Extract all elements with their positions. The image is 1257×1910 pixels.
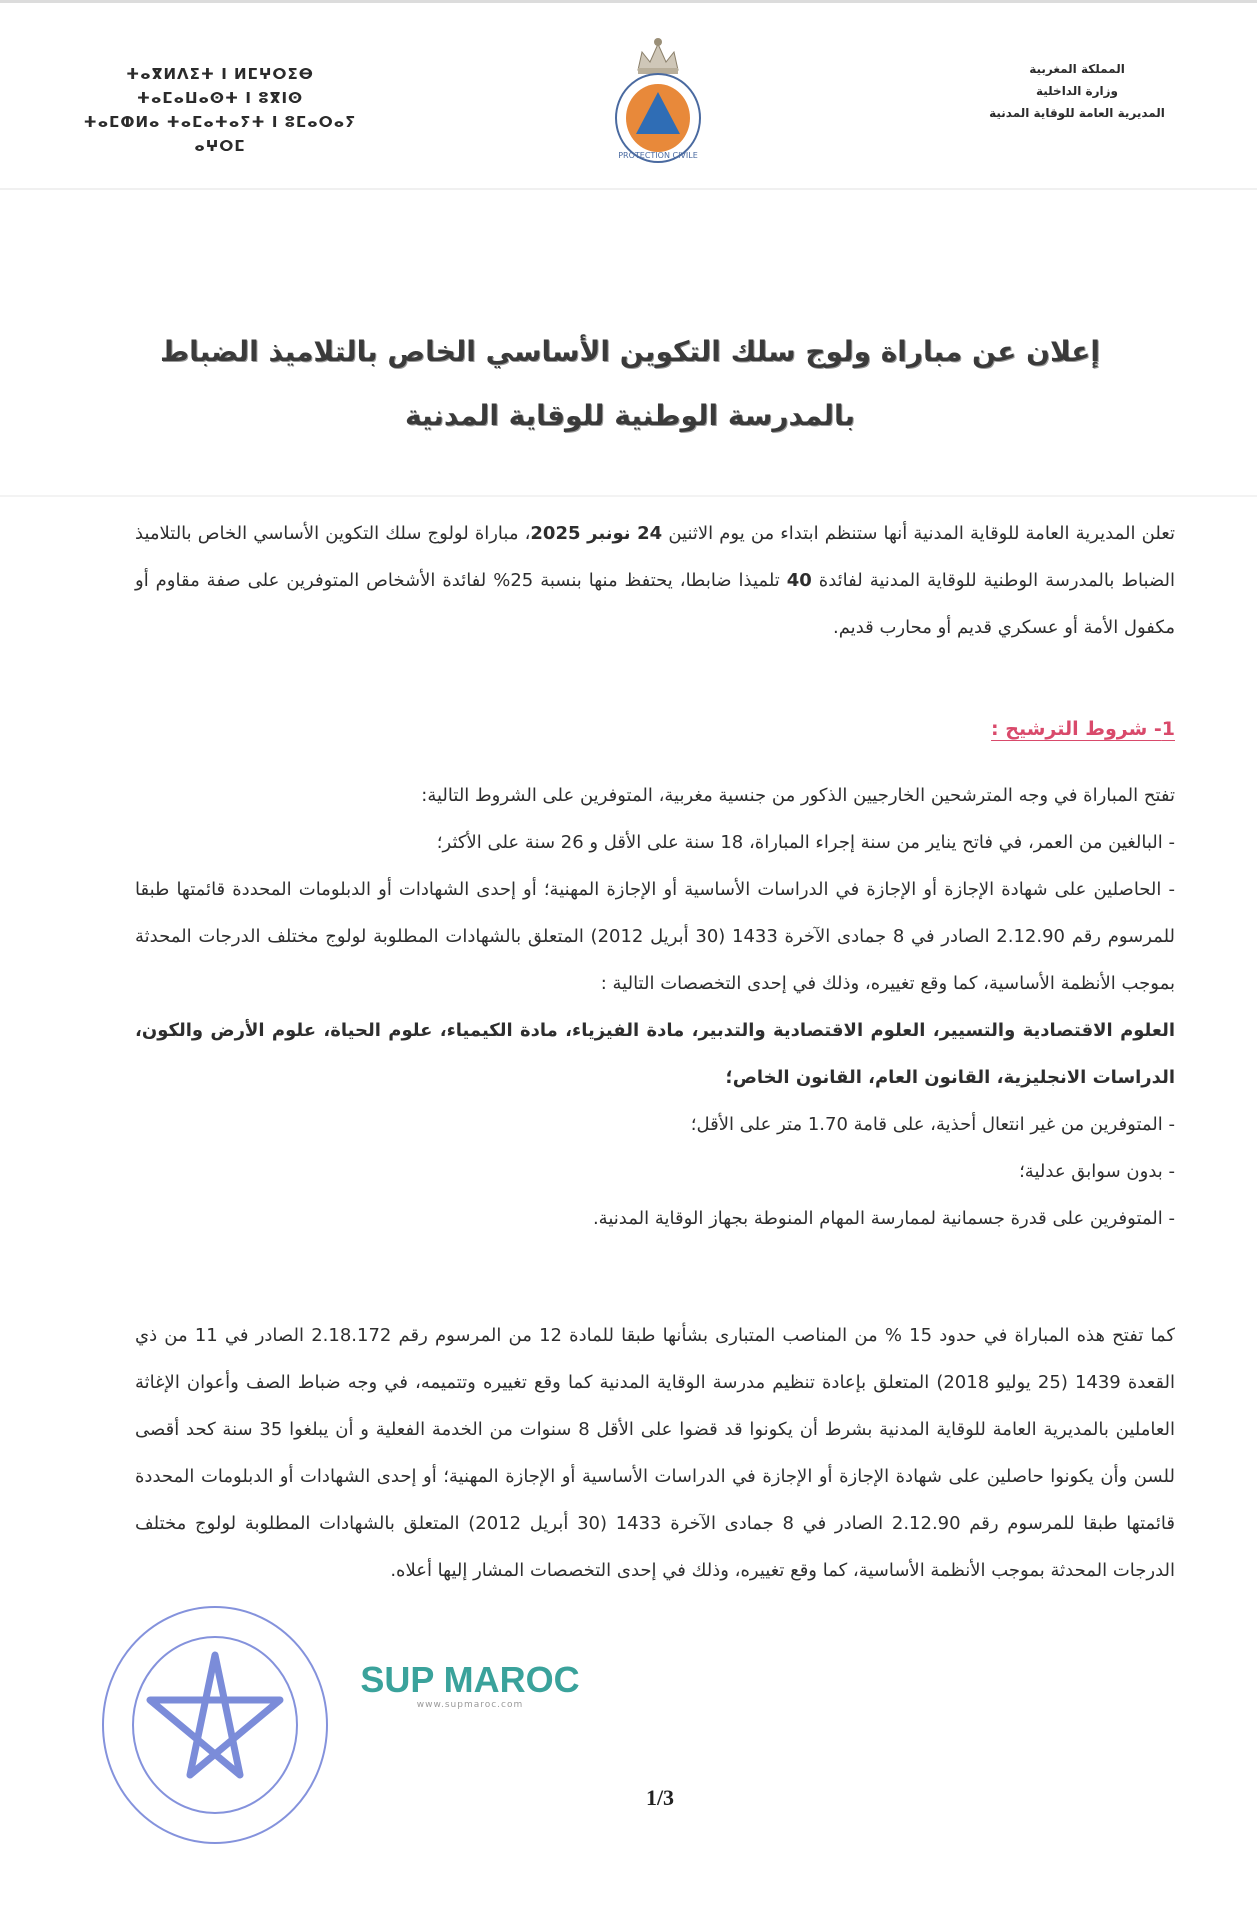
supmaroc-watermark [325,1660,615,1710]
watermark-url: www.supmaroc.com [416,1700,524,1710]
intro-text-3: تلميذا ضابطا، يحتفظ منها بنسبة 25% لفائدة الأشخاص المتوفرين على صفة مقاوم أو مكفول الأمة أو عسكري قديم أو محارب قديم. [135,570,1175,638]
conditions-block [135,772,1175,1242]
condition-no-record: - بدون سوابق عدلية؛ [1019,1161,1175,1182]
header-tifinagh-line-3: ⵜⴰⵎⵀⵍⴰ ⵜⴰⵎⴰⵜⴰⵢⵜ ⵏ ⵓⵎⴰⵔⴰⵢ ⴰⵖⵔⵎ [83,113,357,155]
intro-paragraph [135,510,1175,651]
protection-civile-emblem-icon [608,30,708,165]
intro-date: 24 نونبر 2025 [530,523,663,544]
condition-physical: - المتوفرين على قدرة جسمانية لممارسة المهام المنوطة بجهاز الوقاية المدنية. [592,1208,1175,1229]
official-stamp-pentagram-icon [95,1600,335,1850]
header-divider [0,188,1257,190]
condition-specialties: العلوم الاقتصادية والتسيير، العلوم الاقتصادية والتدبير، مادة الفيزياء، مادة الكيمياء، علوم الحياة، علوم الأرض والكون، الدراسات الانجليزية، القانون العام، القانون الخاص؛ [135,1020,1175,1088]
intro-text-2: ، مباراة لولوج سلك التكوين الأساسي الخاص بالتلاميذ الضباط بالمدرسة الوطنية للوقاية المدنية لفائدة [135,523,1175,591]
watermark-logo: SUP MAROC [360,1659,580,1700]
header-arabic-block [967,58,1187,124]
conditions-lead: تفتح المباراة في وجه المترشحين الخارجيين الذكور من جنسية مغربية، المتوفرين على الشروط التالية: [421,785,1175,806]
condition-height: - المتوفرين من غير انتعال أحذية، على قامة 1.70 متر على الأقل؛ [690,1114,1175,1135]
intro-text-1: تعلن المديرية العامة للوقاية المدنية أنها ستنظم ابتداء من يوم الاثنين [662,523,1175,544]
page-title [150,320,1110,448]
internal-candidates-paragraph: كما تفتح هذه المباراة في حدود 15 % من المناصب المتبارى بشأنها طبقا للمادة 12 من المرسوم رقم 2.18.172 الصادر في 11 من ذي القعدة 1439 (25 يوليو 2018) المتعلق بإعادة تنظيم مدرسة الوقاية المدنية كما وقع تغييره وتتميمه، في وجه ضباط الصف وأعوان الإغاثة العاملين بالمديرية العامة للوقاية المدنية بشرط أن يكونوا قد قضوا على الأقل 8 سنوات من الخدمة الفعلية و أن يبلغوا 35 سنة كحد أقصى للسن وأن يكونوا حاصلين على شهادة الإجازة أو الإجازة في الدراسات الأساسية أو الإجازة المهنية؛ أو إحدى الشهادات أو الدبلومات المحددة قائمتها طبقا للمرسوم رقم 2.12.90 الصادر في 8 جمادى الآخرة 1433 (30 أبريل 2012) المتعلق بالشهادات المطلوبة لولوج مختلف الدرجات المحدثة بموجب الأنظمة الأساسية، كما وقع تغييره، وذلك في إحدى التخصصات المشار إليها أعلاه. [135,1325,1176,1581]
header-tifinagh-line-1: ⵜⴰⴳⵍⴷⵉⵜ ⵏ ⵍⵎⵖⵔⵉⴱ [126,65,314,83]
title-line-1: إعلان عن مباراة ولوج سلك التكوين الأساسي الخاص بالتلاميذ الضباط [160,335,1100,368]
header-tifinagh-block [70,62,370,158]
header-kingdom: المملكة المغربية [1029,62,1125,76]
condition-age: - البالغين من العمر، في فاتح يناير من سنة إجراء المباراة، 18 سنة على الأقل و 26 سنة على الأكثر؛ [436,832,1175,853]
svg-text:PROTECTION CIVILE: PROTECTION CIVILE [618,151,698,160]
title-line-2: بالمدرسة الوطنية للوقاية المدنية [404,399,856,432]
section-heading-conditions: 1- شروط الترشيح : [991,718,1175,740]
condition-diploma: - الحاصلين على شهادة الإجازة أو الإجازة في الدراسات الأساسية أو الإجازة المهنية؛ أو إحدى الشهادات أو الدبلومات المحددة قائمتها طبقا للمرسوم رقم 2.12.90 الصادر في 8 جمادى الآخرة 1433 (30 أبريل 2012) المتعلق بالشهادات المطلوبة لولوج مختلف الدرجات المحدثة بموجب الأنظمة الأساسية، كما وقع تغييره، وذلك في إحدى التخصصات التالية : [135,879,1176,994]
header-ministry: وزارة الداخلية [1035,84,1119,98]
header-directorate: المديرية العامة للوقاية المدنية [989,106,1165,120]
page-number: 1/3 [645,1785,675,1810]
title-divider [0,495,1257,497]
top-rule [0,0,1257,3]
header-tifinagh-line-2: ⵜⴰⵎⴰⵡⴰⵙⵜ ⵏ ⵓⴳⵏⵙ [136,89,304,107]
intro-count: 40 [786,570,812,591]
